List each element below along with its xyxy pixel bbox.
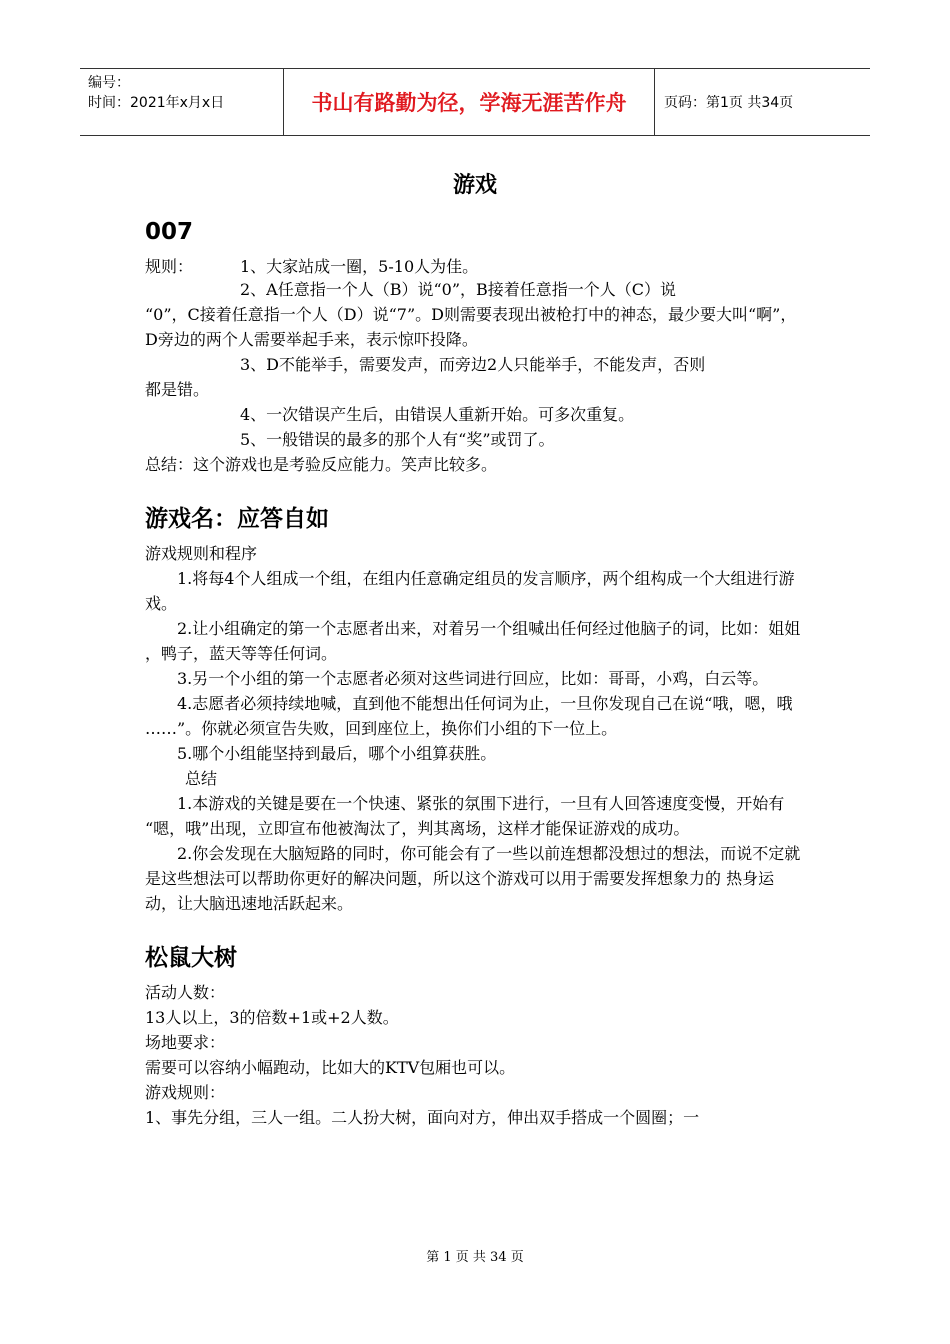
document-title: 游戏 [452,172,497,198]
rules-label: 规则： [145,257,194,276]
section-title-007: 007 [145,219,194,245]
summary-label: 总结 [185,769,218,788]
section-title-songshu: 松鼠大树 [145,945,237,971]
summary-007: 总结：这个游戏也是考验反应能力。笑声比较多。 [145,455,498,474]
header-page-info: 页码：第1页 共34页 [664,95,794,111]
paragraph: 1.将每4个人组成一个组，在组内任意确定组员的发言顺序，两个组构成一个大组进行游戏。 [145,569,795,613]
people-value: 13人以上，3的倍数+1或+2人数。 [145,1008,399,1027]
people-label: 活动人数： [145,983,226,1002]
section-title-yingda: 游戏名：应答自如 [145,506,329,532]
rule-item: 2、A任意指一个人（B）说“0”，B接着任意指一个人（C）说 [240,280,677,299]
header-number: 编号： [88,75,130,91]
rule-item: 1、事先分组，三人一组。二人扮大树，面向对方，伸出双手搭成一个圆圈；一 [145,1108,700,1127]
venue-value: 需要可以容纳小幅跑动，比如大的KTV包厢也可以。 [145,1058,516,1077]
paragraph: 3.另一个小组的第一个志愿者必须对这些词进行回应，比如：哥哥，小鸡，白云等。 [177,669,769,688]
header-motto: 书山有路勤为径，学海无涯苦作舟 [283,69,655,135]
rule-item: 1、大家站成一圈，5-10人为佳。 [240,257,479,276]
rules-label: 游戏规则： [145,1083,226,1102]
paragraph: 4.志愿者必须持续地喊，直到他不能想出任何词为止，一旦你发现自己在说“哦，嗯，哦 ……”。你就必须宣告失败，回到座位上，换你们小组的下一位上。 [145,694,793,738]
paragraph: 2.你会发现在大脑短路的同时，你可能会有了一些以前连想都没想过的想法，而说不定就是这些想法可以帮助你更好的解决问题，所以这个游戏可以用于需要发挥想象力的 热身运动，让大脑迅速地活跃起来。 [145,844,801,913]
document-body [145,160,805,1130]
rules-line-1 [145,254,805,277]
rule-item: 5、一般错误的最多的那个人有“奖”或罚了。 [240,430,555,449]
page-header [80,68,870,136]
rule-item: 4、一次错误产生后，由错误人重新开始。可多次重复。 [240,405,635,424]
header-time: 时间：2021年x月x日 [88,95,225,111]
paragraph: 5.哪个小组能坚持到最后，哪个小组算获胜。 [177,744,497,763]
paragraph: 2.让小组确定的第一个志愿者出来，对着另一个组喊出任何经过他脑子的词，比如：姐姐 ，鸭子，蓝天等等任何词。 [145,619,801,663]
venue-label: 场地要求： [145,1033,226,1052]
rule-item: 3、D不能举手，需要发声，而旁边2人只能举手，不能发声，否则 [240,355,706,374]
subtitle: 游戏规则和程序 [145,544,258,563]
header-meta [80,69,283,135]
page-footer: 第 1 页 共 34 页 [426,1250,524,1265]
paragraph: 1.本游戏的关键是要在一个快速、紧张的氛围下进行，一旦有人回答速度变慢，开始有 “嗯，哦”出现，立即宣布他被淘汰了，判其离场，这样才能保证游戏的成功。 [145,794,785,838]
rule-item-cont: “0”，C接着任意指一个人（D）说“7”。D则需要表现出被枪打中的神态，最少要大叫“啊”，D旁边的两个人需要举起手来，表示惊吓投降。 [145,305,797,349]
rule-item-cont: 都是错。 [145,380,210,399]
